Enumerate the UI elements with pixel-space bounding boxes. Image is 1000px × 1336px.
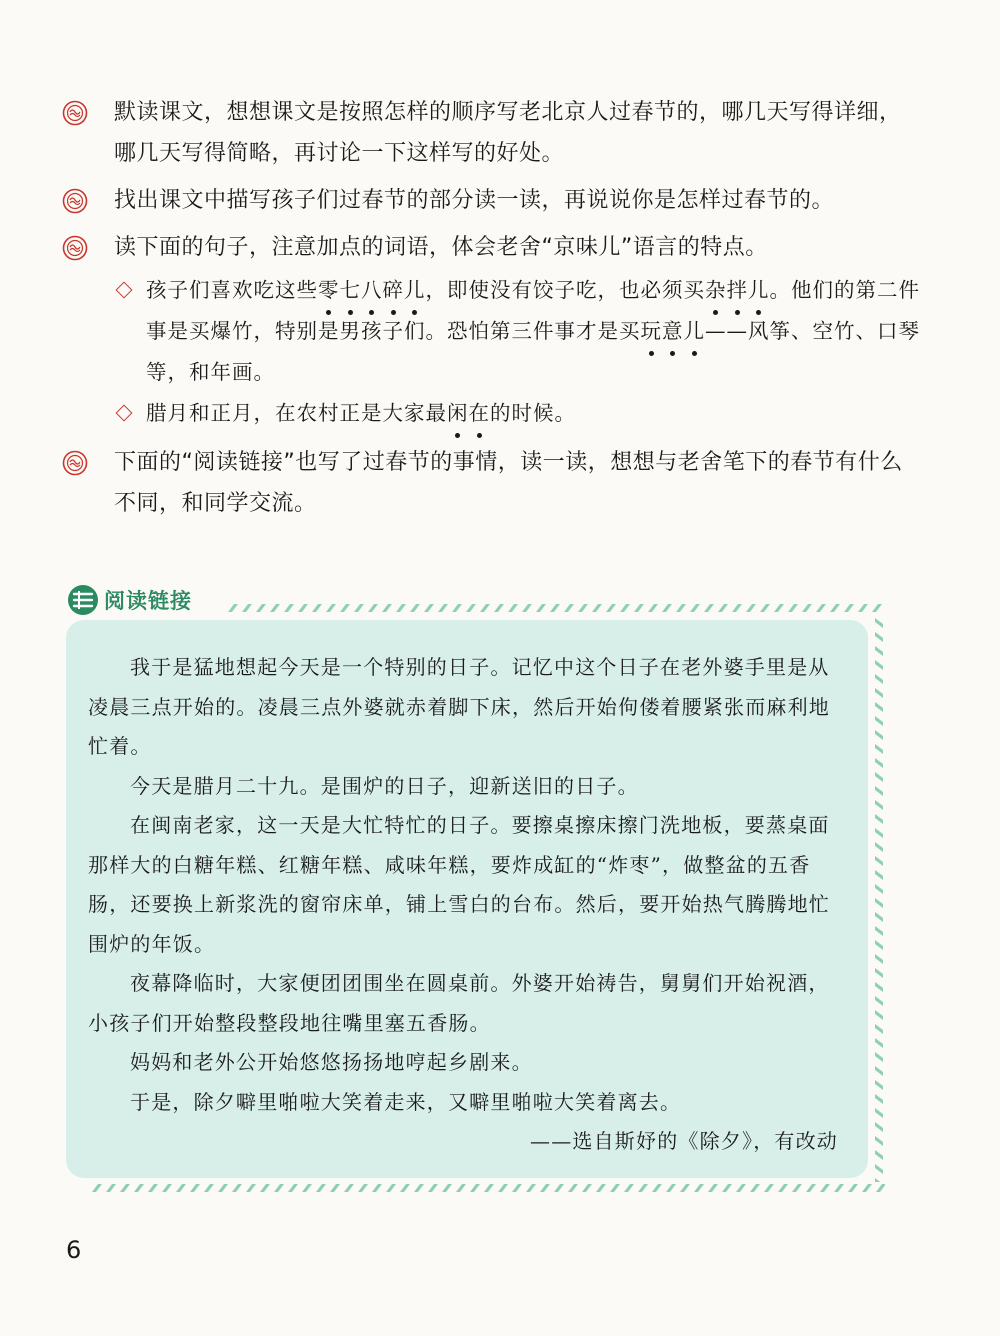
exercise-list: [62, 92, 922, 530]
sentence-text: 的时候。: [490, 401, 576, 425]
passage-paragraph: 在闽南老家，这一天是大忙特忙的日子。要擦桌擦床擦门洗地板，要蒸桌面那样大的白糖年糕、红糖年糕、咸味年糕，要炸成缸的“炸枣”，做整盆的五香肠，还要换上新浆洗的窗帘床单，铺上雪白的台布。然后，要开始热气腾腾地忙围炉的年饭。: [88, 813, 830, 956]
passage-paragraph: 于是，除夕噼里啪啦大笑着走来，又噼里啪啦大笑着离去。: [130, 1089, 682, 1114]
dotted-char: 儿: [684, 311, 706, 352]
dashed-border-right: [874, 616, 884, 1182]
dotted-char: 拌: [727, 270, 749, 311]
sentence-text: ，即使没有饺子吃，也必须买: [425, 278, 705, 302]
swirl-bullet-icon: [62, 450, 88, 476]
dotted-char: 碎: [383, 270, 405, 311]
exercise-text: 找出课文中描写孩子们过春节的部分读一读，再说说你是怎样过春节的。: [114, 188, 835, 213]
dashed-border-top: [226, 603, 886, 613]
passage-paragraph: 妈妈和老外公开始悠悠扬扬地哼起乡剧来。: [130, 1050, 533, 1074]
sentence-text: 孩子们喜欢吃这些: [146, 278, 318, 302]
dotted-char: 儿: [404, 270, 426, 311]
passage-paragraph: 我于是猛地想起今天是一个特别的日子。记忆中这个日子在老外婆手里是从凌晨三点开始的。凌晨三点外婆就赤着脚下床，然后开始佝偻着腰紧张而麻利地忙着。: [88, 655, 830, 758]
dotted-char: 儿: [748, 270, 770, 311]
sentence-text: ——风筝、空竹、口琴等，和年画。: [146, 319, 920, 384]
exercise-item: [62, 442, 922, 524]
passage-source: ——选自斯妤的《除夕》，有改动: [530, 1129, 838, 1153]
dotted-char: 意: [662, 311, 684, 352]
sentence-text: 腊月和正月，在农村正是大家最: [146, 401, 447, 425]
dotted-char: 在: [469, 393, 491, 434]
example-sentence: [62, 393, 922, 434]
dotted-char: 七: [340, 270, 362, 311]
page-number: 6: [66, 1236, 82, 1264]
dotted-char: 杂: [705, 270, 727, 311]
exercise-text: 读下面的句子，注意加点的词语，体会老舍“京味儿”语言的特点。: [114, 235, 768, 260]
diamond-bullet-icon: [116, 405, 133, 422]
exercise-item: [62, 92, 922, 174]
swirl-bullet-icon: [62, 100, 88, 126]
example-sentence: [62, 270, 922, 393]
dotted-char: 玩: [641, 311, 663, 352]
book-lines-icon: [66, 583, 100, 617]
dotted-char: 零: [318, 270, 340, 311]
exercise-text: 默读课文，想想课文是按照怎样的顺序写老北京人过春节的，哪几天写得详细，哪几天写得简略，再讨论一下这样写的好处。: [114, 100, 902, 166]
exercise-item: [62, 180, 922, 221]
example-sentences: [62, 270, 922, 434]
swirl-bullet-icon: [62, 235, 88, 261]
reading-passage: [88, 648, 848, 1162]
swirl-bullet-icon: [62, 188, 88, 214]
dashed-border-bottom: [90, 1183, 885, 1193]
exercise-text: 下面的“阅读链接”也写了过春节的事情，读一读，想想与老舍笔下的春节有什么不同，和同学交流。: [114, 450, 903, 516]
reading-link-title: 阅读链接: [104, 589, 192, 613]
diamond-bullet-icon: [116, 282, 133, 299]
exercise-item: [62, 227, 922, 268]
passage-paragraph: 夜幕降临时，大家便团团围坐在圆桌前。外婆开始祷告，舅舅们开始祝酒，小孩子们开始整段整段地往嘴里塞五香肠。: [88, 971, 830, 1035]
dotted-char: 闲: [447, 393, 469, 434]
dotted-char: 八: [361, 270, 383, 311]
passage-paragraph: 今天是腊月二十九。是围炉的日子，迎新送旧的日子。: [130, 773, 639, 798]
sentence-text: 。他们的第二件事是买爆竹，特别是男孩子们。恐怕第三件事才是买: [146, 278, 920, 343]
